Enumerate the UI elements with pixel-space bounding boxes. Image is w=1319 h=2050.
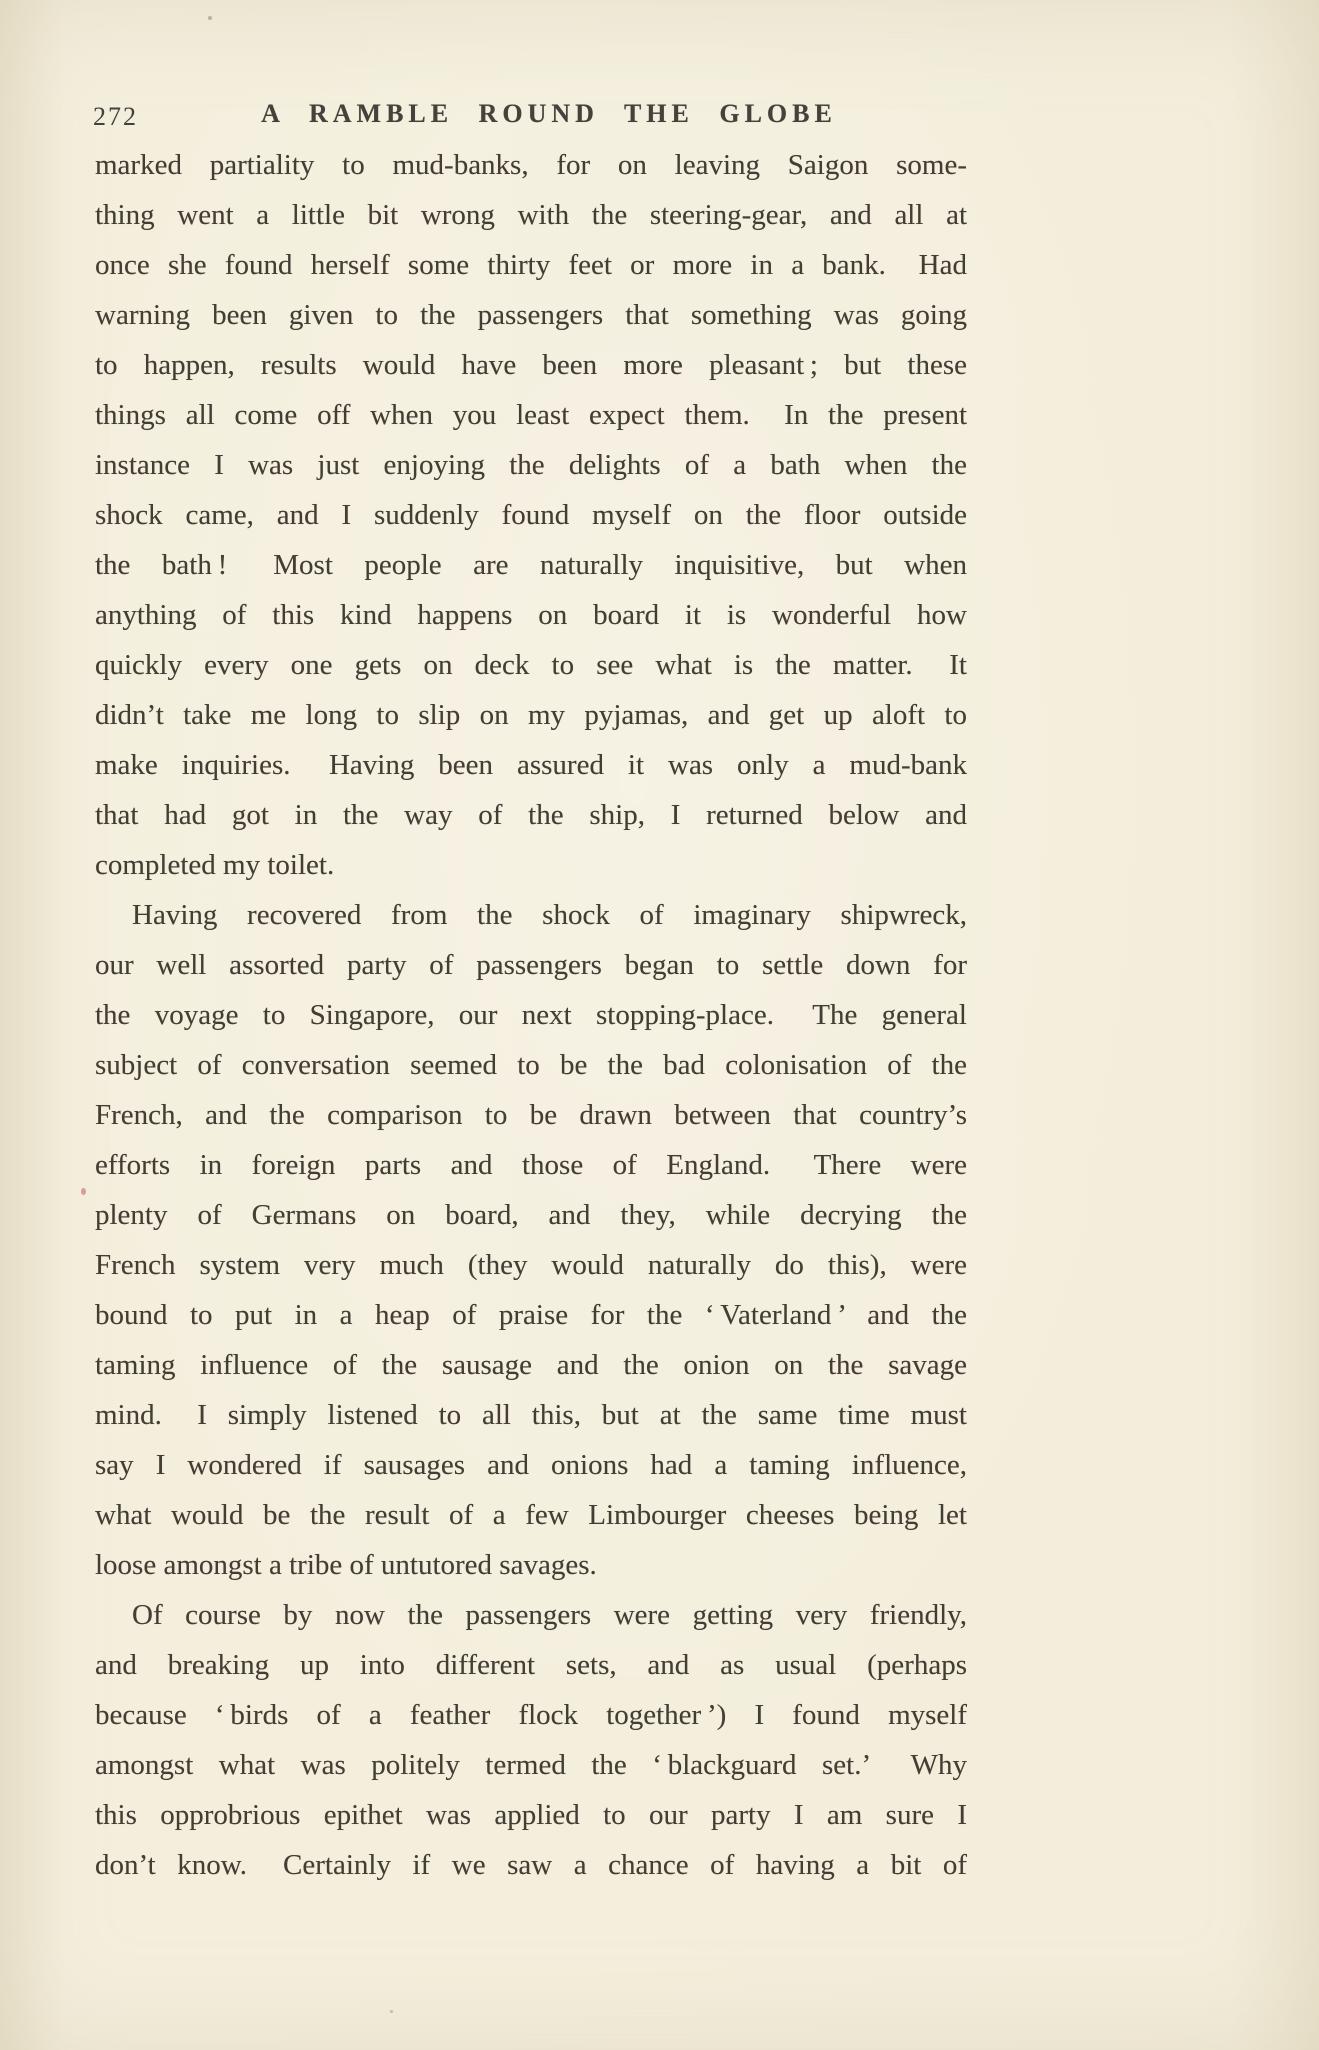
scan-speck [208,16,212,20]
page-number: 272 [93,102,138,131]
text-line: bound to put in a heap of praise for the ‘ Vaterland ’ and the [95,1299,967,1331]
text-line: loose amongst a tribe of untutored savages. [95,1549,597,1581]
text-line: don’t know. Certainly if we saw a chance of having a bit of [95,1849,967,1881]
text-line: completed my toilet. [95,849,335,881]
scan-speck [485,1568,488,1571]
scan-speck [390,2010,393,2013]
text-line: thing went a little bit wrong with the steering-gear, and all at [95,199,967,231]
text-line: the bath ! Most people are naturally inquisitive, but when [95,549,967,581]
paragraph-2 [95,890,967,1590]
text-line: efforts in foreign parts and those of England. There were [95,1149,967,1181]
text-line: because ‘ birds of a feather flock together ’) I found myself [95,1699,967,1731]
paragraph-1 [95,140,967,890]
running-title: A RAMBLE ROUND THE GLOBE [261,99,837,128]
text-line: our well assorted party of passengers began to settle down for [95,949,967,981]
text-line: quickly every one gets on deck to see what is the matter. It [95,649,967,681]
text-line: to happen, results would have been more pleasant ; but these [95,349,967,381]
text-line: once she found herself some thirty feet or more in a bank. Had [95,249,967,281]
paragraph-3 [95,1590,967,1890]
scan-speck [81,1188,86,1195]
text-line: taming influence of the sausage and the onion on the savage [95,1349,967,1381]
text-line: subject of conversation seemed to be the bad colonisation of the [95,1049,967,1081]
text-line: Having recovered from the shock of imaginary shipwreck, [132,899,967,931]
text-line: anything of this kind happens on board it is wonderful how [95,599,967,631]
text-line: mind. I simply listened to all this, but at the same time must [95,1399,967,1431]
text-line: amongst what was politely termed the ‘ blackguard set.’ Why [95,1749,967,1781]
page-body-text [95,140,967,1890]
text-line: Of course by now the passengers were getting very friendly, [132,1599,967,1631]
text-line: warning been given to the passengers that something was going [95,299,967,331]
text-line: say I wondered if sausages and onions had a taming influence, [95,1449,967,1481]
text-line: marked partiality to mud-banks, for on leaving Saigon some- [95,149,967,181]
text-line: make inquiries. Having been assured it was only a mud-bank [95,749,967,781]
text-line: shock came, and I suddenly found myself on the floor outside [95,499,967,531]
text-line: this opprobrious epithet was applied to our party I am sure I [95,1799,967,1831]
text-line: what would be the result of a few Limbourger cheeses being let [95,1499,967,1531]
text-line: instance I was just enjoying the delights of a bath when the [95,449,967,481]
text-line: plenty of Germans on board, and they, while decrying the [95,1199,967,1231]
text-line: and breaking up into different sets, and as usual (perhaps [95,1649,967,1681]
text-line: things all come off when you least expect them. In the present [95,399,967,431]
running-header [95,99,967,139]
text-line: that had got in the way of the ship, I returned below and [95,799,967,831]
text-line: French, and the comparison to be drawn between that country’s [95,1099,967,1131]
text-line: French system very much (they would naturally do this), were [95,1249,967,1281]
text-line: didn’t take me long to slip on my pyjamas, and get up aloft to [95,699,967,731]
text-line: the voyage to Singapore, our next stopping-place. The general [95,999,967,1031]
